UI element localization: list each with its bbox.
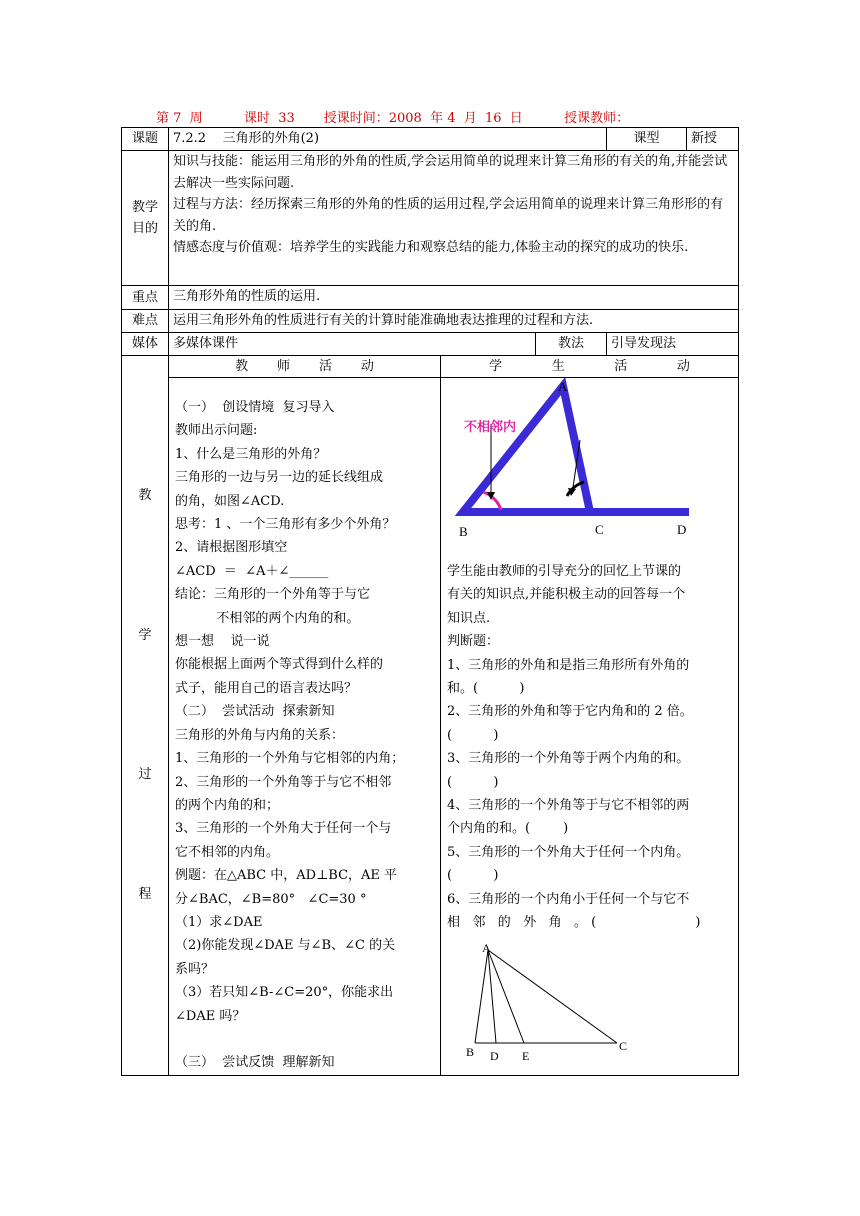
teacher-activity-header: 教 师 活 动 bbox=[169, 355, 441, 378]
teacher-line: 三角形的一边与另一边的延长线组成 bbox=[175, 470, 384, 486]
label-b: B bbox=[459, 524, 468, 539]
teacher-line: （三） 尝试反馈 理解新知 bbox=[175, 1055, 335, 1071]
objective-label-line2: 目的 bbox=[131, 221, 158, 236]
ex-label-a: A bbox=[482, 941, 491, 955]
teacher-line bbox=[175, 1028, 434, 1051]
objective-process: 过程与方法：经历探索三角形的外角的性质的运用过程,学会运用简单的说理来计算三角形形的有关的角. bbox=[173, 197, 724, 234]
student-activity-text bbox=[447, 560, 732, 935]
media-label: 媒体 bbox=[122, 333, 169, 356]
label-d: D bbox=[677, 522, 687, 537]
process-label-4: 程 bbox=[138, 886, 152, 902]
side-ac bbox=[488, 950, 617, 1043]
exterior-angle-figure bbox=[441, 378, 737, 560]
process-label-2: 学 bbox=[138, 627, 152, 643]
teacher-line: ∠DAE 吗？ bbox=[175, 1008, 246, 1024]
teacher-line: 2、请根据图形填空 bbox=[175, 540, 288, 556]
non-adjacent-callout: 不相邻内 bbox=[464, 419, 517, 434]
type-label: 课型 bbox=[607, 128, 687, 151]
lesson-plan-table bbox=[121, 127, 739, 1076]
teacher-line: 它不相邻的内角。 bbox=[175, 844, 280, 860]
teacher-activity-text bbox=[169, 378, 440, 1075]
student-activity-cell bbox=[441, 378, 739, 1076]
ex-label-c: C bbox=[619, 1039, 628, 1053]
teacher-line: 分∠BAC，∠B=80° ∠C=30 ° bbox=[175, 891, 367, 907]
topic-value: 7.2.2 三角形的外角(2) bbox=[169, 128, 607, 151]
student-line: 4、三角形的一个外角等于与它不相邻的两 bbox=[447, 798, 690, 814]
student-line: 3、三角形的一个外角等于两个内角的和。 bbox=[447, 751, 690, 767]
ex-label-b: B bbox=[466, 1045, 475, 1059]
student-line: 6、三角形的一个内角小于任何一个与它不 bbox=[447, 891, 690, 907]
student-line: 5、三角形的一个外角大于任何一个内角。 bbox=[447, 844, 690, 860]
objective-knowledge: 知识与技能：能运用三角形的外角的性质,学会运用简单的说理来计算三角形的有关的角,并能尝试去解决一些实际问题. bbox=[173, 154, 728, 191]
label-c: C bbox=[595, 522, 604, 537]
example-triangle-figure bbox=[447, 940, 647, 1060]
teacher-line: 想一想 说一说 bbox=[175, 634, 270, 650]
student-line: 1、三角形的外角和是指三角形所有外角的 bbox=[447, 657, 690, 673]
teacher-line: 系吗？ bbox=[175, 961, 215, 977]
side-ab bbox=[475, 950, 488, 1043]
media-value: 多媒体课件 bbox=[169, 333, 536, 356]
teacher-line: 你能根据上面两个等式得到什么样的 bbox=[175, 657, 384, 673]
teacher-line: 思考：1 、一个三角形有多少个外角？ bbox=[175, 517, 396, 533]
difficulty-label: 难点 bbox=[122, 310, 169, 333]
objective-label-line1: 教学 bbox=[131, 199, 158, 215]
teacher-line: （一） 创设情境 复习导入 bbox=[175, 400, 335, 415]
teacher-line: 2、三角形的一个外角等于与它不相邻 bbox=[175, 774, 392, 790]
teacher-line: （3）若只知∠B-∠C=20°，你能求出 bbox=[175, 985, 394, 1001]
student-line: ( ) bbox=[447, 868, 499, 884]
student-line: 判断题： bbox=[447, 634, 500, 650]
objective-attitude: 情感态度与价值观：培养学生的实践能力和观察总结的能力,体验主动的探究的成功的快乐. bbox=[173, 240, 689, 255]
teacher-activity-cell bbox=[169, 378, 441, 1076]
label-a: A bbox=[558, 379, 568, 394]
method-label: 教法 bbox=[536, 333, 607, 356]
teacher-line: （1）求∠DAE bbox=[175, 914, 263, 930]
student-line: 2、三角形的外角和等于它内角和的 2 倍。 bbox=[447, 704, 693, 720]
process-label-1: 教 bbox=[138, 487, 152, 503]
ex-label-d: D bbox=[490, 1049, 499, 1060]
teacher-line: 结论：三角形的一个外角等于与它 bbox=[175, 587, 371, 603]
objective-label bbox=[122, 151, 169, 286]
student-line: 和。( ) bbox=[447, 681, 525, 697]
topic-label: 课题 bbox=[122, 128, 169, 151]
teacher-line: （2)你能发现∠DAE 与∠B、∠C 的关 bbox=[175, 938, 396, 954]
student-line: 知识点. bbox=[447, 610, 491, 626]
altitude-ad bbox=[488, 950, 496, 1043]
teacher-line: ∠ACD ＝ ∠A＋∠______ bbox=[175, 563, 329, 579]
teacher-line: 三角形的外角与内角的关系： bbox=[175, 727, 345, 743]
type-value: 新授 bbox=[687, 128, 739, 151]
teacher-line: 教师出示问题: bbox=[175, 423, 258, 439]
student-activity-header: 学 生 活 动 bbox=[441, 355, 739, 378]
process-label-3: 过 bbox=[138, 766, 152, 782]
student-line: 有关的知识点,并能积极主动的回答每一个 bbox=[447, 587, 686, 603]
teacher-line: 3、三角形的一个外角大于任何一个与 bbox=[175, 821, 392, 837]
difficulty-value: 运用三角形外角的性质进行有关的计算时能准确地表达推理的过程和方法. bbox=[169, 310, 739, 333]
teacher-line: 式子，能用自己的语言表达吗？ bbox=[175, 680, 358, 696]
ex-label-e: E bbox=[522, 1049, 530, 1060]
key-label: 重点 bbox=[122, 286, 169, 310]
bisector-ae bbox=[488, 950, 524, 1043]
method-value: 引导发现法 bbox=[607, 333, 739, 356]
objectives-cell bbox=[169, 151, 739, 286]
lesson-header: 第 7 周 课时 33 授课时间：2008 年 4 月 16 日 授课教师： bbox=[156, 111, 630, 126]
student-line: ( ) bbox=[447, 774, 499, 790]
teacher-line: 不相邻的两个内角的和。 bbox=[175, 610, 360, 626]
key-value: 三角形外角的性质的运用. bbox=[169, 286, 739, 310]
teacher-line: 的两个内角的和； bbox=[175, 797, 280, 813]
student-line: 相 邻 的 外 角 。 ( ) bbox=[447, 915, 701, 931]
teacher-line: 例题：在△ABC 中，AD⊥BC，AE 平 bbox=[175, 868, 398, 884]
teacher-line: （二） 尝试活动 探索新知 bbox=[175, 704, 335, 720]
teacher-line: 的角，如图∠ACD. bbox=[175, 493, 285, 509]
process-label-cell bbox=[122, 355, 169, 1076]
student-line: 学生能由教师的引导充分的回忆上节课的 bbox=[447, 564, 682, 579]
student-line: 个内角的和。( ) bbox=[447, 821, 569, 837]
teacher-line: 1、什么是三角形的外角？ bbox=[175, 446, 327, 462]
teacher-line: 1、三角形的一个外角与它相邻的内角； bbox=[175, 751, 405, 767]
student-line: ( ) bbox=[447, 727, 499, 743]
